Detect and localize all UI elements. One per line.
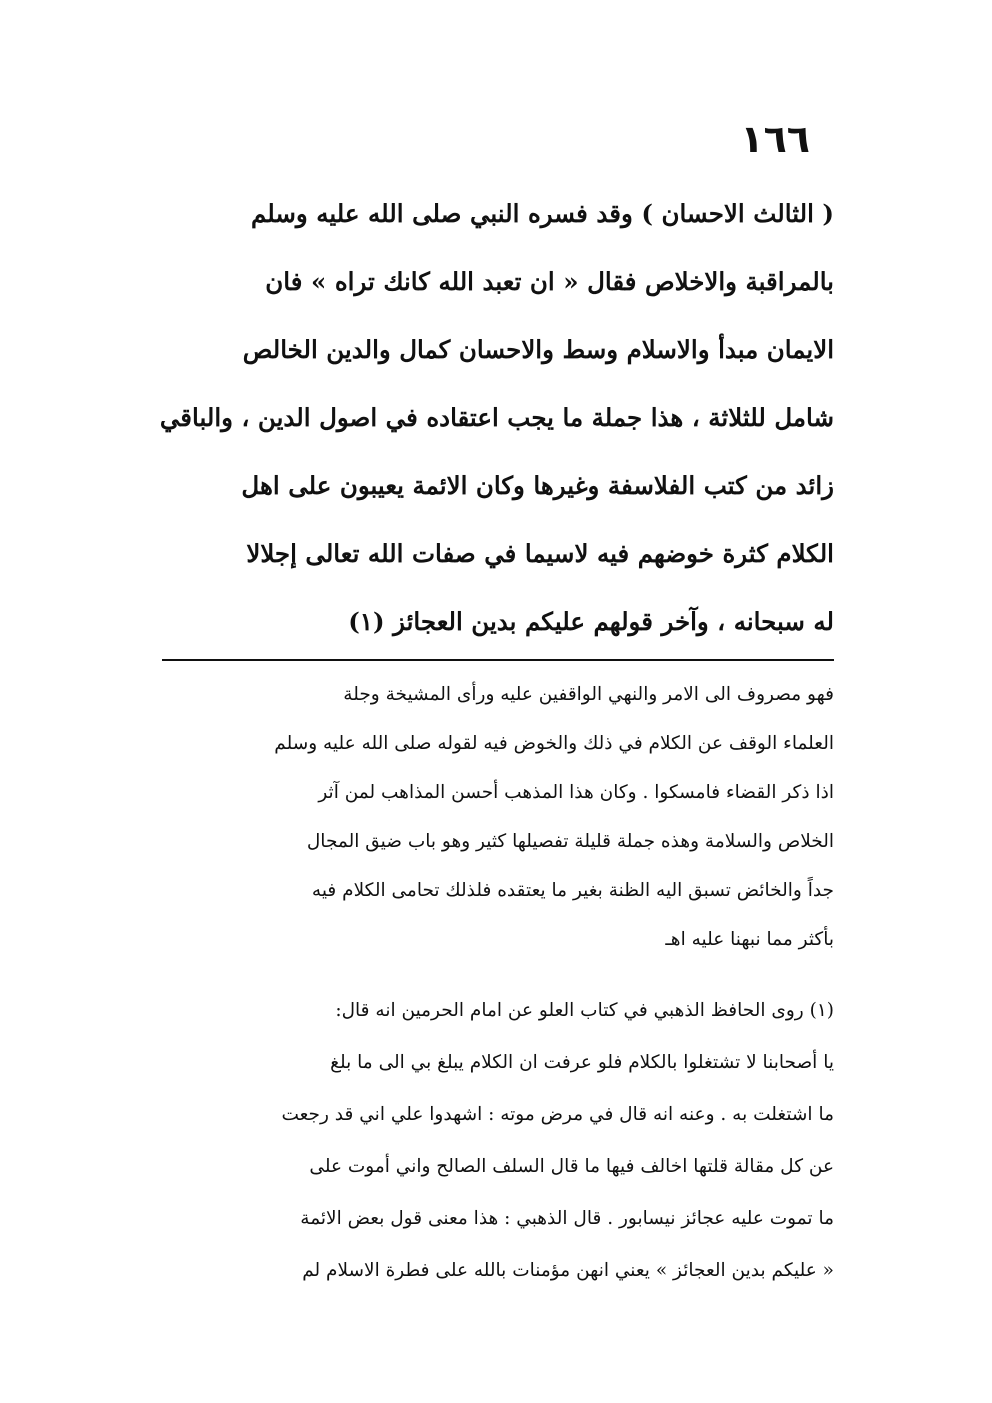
- footnote-line: ما تموت عليه عجائز نيسابور . قال الذهبي : هذا معنى قول بعض الائمة: [300, 1208, 834, 1229]
- footnote-line: عن كل مقالة قلتها اخالف فيها ما قال السلف الصالح واني أموت على: [309, 1156, 834, 1177]
- main-text-line: بالمراقبة والاخلاص فقال « ان تعبد الله كانك تراه » فان: [265, 267, 834, 296]
- main-text-line: شامل للثلاثة ، هذا جملة ما يجب اعتقاده في اصول الدين ، والباقي: [159, 403, 834, 432]
- main-text-line: زائد من كتب الفلاسفة وغيرها وكان الائمة يعيبون على اهل: [241, 471, 834, 500]
- footnote-line: « عليكم بدين العجائز » يعني انهن مؤمنات بالله على فطرة الاسلام لم: [302, 1260, 834, 1281]
- footnote-line: يا أصحابنا لا تشتغلوا بالكلام فلو عرفت ان الكلام يبلغ بي الى ما بلغ: [330, 1052, 834, 1073]
- footnote-continuation: [158, 670, 834, 964]
- main-text: [158, 180, 834, 656]
- main-text-line: له سبحانه ، وآخر قولهم عليكم بدين العجائز (١): [348, 607, 834, 636]
- footnote-line: ما اشتغلت به . وعنه انه قال في مرض موته : اشهدوا علي اني قد رجعت: [281, 1104, 834, 1125]
- main-text-line: ( الثالث الاحسان ) وقد فسره النبي صلى الله عليه وسلم: [250, 199, 834, 228]
- main-text-line: الايمان مبدأ والاسلام وسط والاحسان كمال والدين الخالص: [242, 335, 834, 364]
- footnote-line: العلماء الوقف عن الكلام في ذلك والخوض فيه لقوله صلى الله عليه وسلم: [274, 733, 834, 754]
- page-number: ١٦٦: [740, 117, 810, 161]
- main-text-line: الكلام كثرة خوضهم فيه لاسيما في صفات الله تعالى إجلالا: [246, 539, 834, 568]
- footnote-line: جداً والخائض تسبق اليه الظنة بغير ما يعتقده فلذلك تحامى الكلام فيه: [311, 880, 834, 901]
- footnote-line: اذا ذكر القضاء فامسكوا . وكان هذا المذهب أحسن المذاهب لمن آثر: [318, 782, 834, 803]
- footnote-line: بأكثر مما نبهنا عليه اهـ: [665, 929, 834, 950]
- footnote-line: فهو مصروف الى الامر والنهي الواقفين عليه ورأى المشيخة وجلة: [343, 684, 834, 705]
- footnote-1: [158, 985, 834, 1297]
- footnote-line: (١) روى الحافظ الذهبي في كتاب العلو عن امام الحرمين انه قال:: [335, 1000, 834, 1021]
- footnote-divider: [162, 659, 834, 661]
- footnote-line: الخلاص والسلامة وهذه جملة قليلة تفصيلها كثير وهو باب ضيق المجال: [306, 831, 834, 852]
